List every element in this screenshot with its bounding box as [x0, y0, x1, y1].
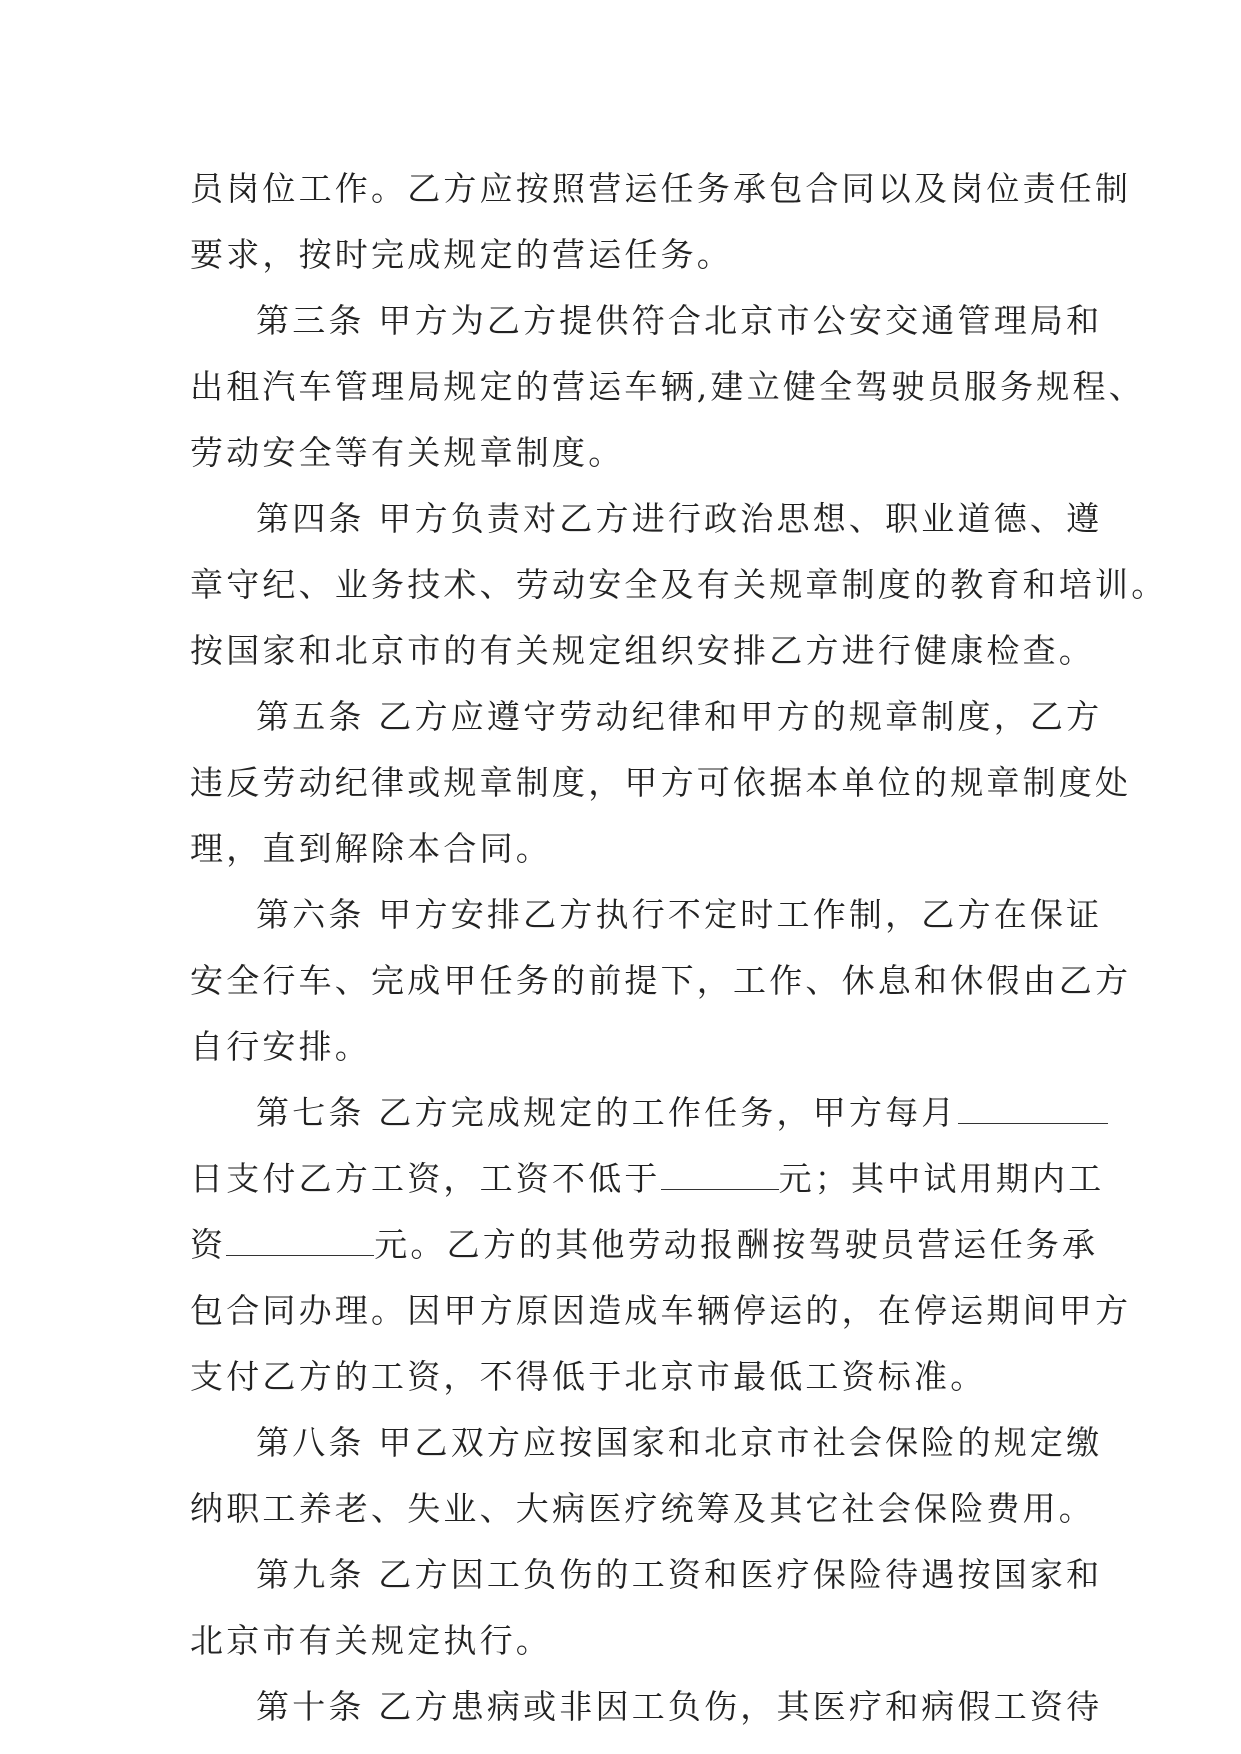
contract-body — [190, 156, 1168, 1740]
text-line — [190, 1212, 1099, 1278]
text-segment: 元。乙方的其他劳动报酬按驾驶员营运任务承 — [374, 1225, 1099, 1264]
paragraph-duty-continued — [190, 156, 1132, 288]
text-line — [190, 1080, 1048, 1146]
text-line: 第八条 甲乙双方应按国家和北京市社会保险的规定缴 — [256, 1423, 1103, 1462]
text-line: 违反劳动纪律或规章制度，甲方可依据本单位的规章制度处 — [190, 763, 1132, 802]
text-line: 劳动安全等有关规章制度。 — [190, 433, 625, 472]
text-line: 第六条 甲方安排乙方执行不定时工作制，乙方在保证 — [256, 895, 1103, 934]
blank-min-wage — [661, 1159, 779, 1190]
text-line: 支付乙方的工资，不得低于北京市最低工资标准。 — [190, 1357, 987, 1396]
text-line — [190, 1146, 1105, 1212]
text-line: 理，直到解除本合同。 — [190, 829, 552, 868]
text-line: 包合同办理。因甲方原因造成车辆停运的，在停运期间甲方 — [190, 1291, 1132, 1330]
blank-probation-wage — [226, 1225, 374, 1256]
text-segment: 日支付乙方工资，工资不低于 — [190, 1159, 661, 1198]
paragraph-article-4 — [190, 486, 1168, 684]
text-line: 第五条 乙方应遵守劳动纪律和甲方的规章制度，乙方 — [256, 697, 1103, 736]
text-segment: 资 — [190, 1225, 227, 1264]
paragraph-article-3 — [190, 288, 1145, 486]
paragraph-article-10 — [190, 1674, 1103, 1740]
text-line: 按国家和北京市的有关规定组织安排乙方进行健康检查。 — [190, 631, 1095, 670]
text-line: 安全行车、完成甲任务的前提下，工作、休息和休假由乙方 — [190, 961, 1132, 1000]
blank-pay-day — [958, 1093, 1108, 1124]
text-line: 第九条 乙方因工负伤的工资和医疗保险待遇按国家和 — [256, 1555, 1103, 1594]
text-line: 出租汽车管理局规定的营运车辆,建立健全驾驶员服务规程、 — [190, 367, 1145, 406]
paragraph-article-8 — [190, 1410, 1103, 1542]
paragraph-article-9 — [190, 1542, 1103, 1674]
text-segment: 第七条 乙方完成规定的工作任务，甲方每月 — [256, 1093, 958, 1132]
text-line: 第十条 乙方患病或非因工负伤，其医疗和病假工资待 — [256, 1687, 1103, 1726]
text-line: 章守纪、业务技术、劳动安全及有关规章制度的教育和培训。 — [190, 565, 1168, 604]
text-line: 纳职工养老、失业、大病医疗统筹及其它社会保险费用。 — [190, 1489, 1095, 1528]
paragraph-article-6 — [190, 882, 1132, 1080]
paragraph-article-5 — [190, 684, 1132, 882]
paragraph-article-7 — [190, 1080, 1132, 1410]
text-line: 要求，按时完成规定的营运任务。 — [190, 235, 733, 274]
text-line: 第四条 甲方负责对乙方进行政治思想、职业道德、遵 — [256, 499, 1103, 538]
text-segment: 元；其中试用期内工 — [778, 1159, 1105, 1198]
text-line: 第三条 甲方为乙方提供符合北京市公安交通管理局和 — [256, 301, 1103, 340]
text-line: 自行安排。 — [190, 1027, 371, 1066]
text-line: 员岗位工作。乙方应按照营运任务承包合同以及岗位责任制 — [190, 169, 1132, 208]
text-line: 北京市有关规定执行。 — [190, 1621, 552, 1660]
